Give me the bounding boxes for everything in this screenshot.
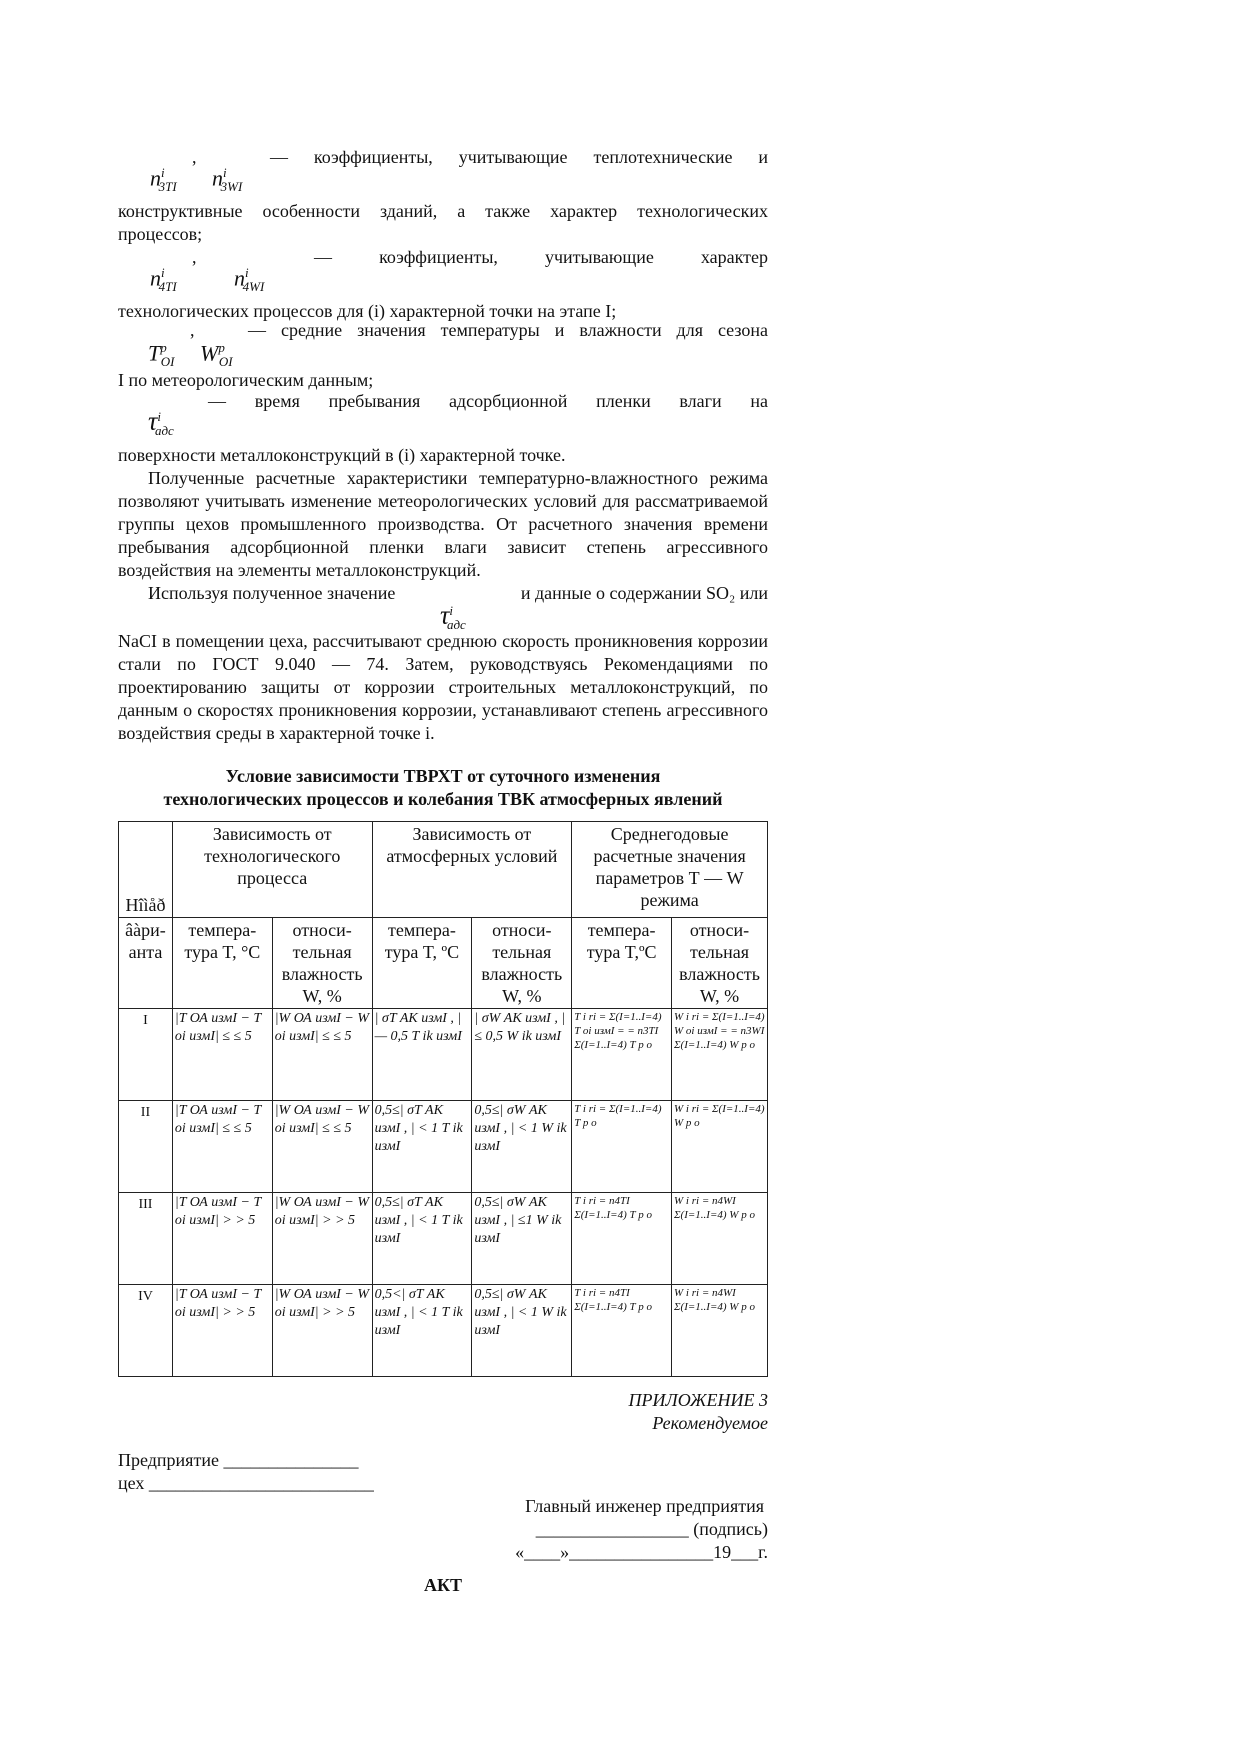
symbol-separator: , [192, 147, 197, 167]
formula-cell: |W ОА измI − W oi измI| ≤ ≤ 5 [272, 1101, 372, 1193]
appendix-title: ПРИЛОЖЕНИЕ 3 [628, 1390, 768, 1410]
paragraph-results: Полученные расчетные характеристики температурно-влажностного режима позволяют учитывать изменение метеорологических условий для рассматриваемой группы цехов промышленного производства. От расчетного значения времени пребывания адсорбционной пленки влаги зависит степень агрессивного воздействия на элементы металлоконструкций. [118, 468, 768, 580]
definition-text: — коэффициенты, учитывающие характер [314, 247, 768, 267]
formula-cell: |W ОА измI − W oi измI| > > 5 [272, 1193, 372, 1285]
symbol-n4wi: $n^i_{4WI}$ [234, 265, 265, 294]
paragraph-using-value [118, 582, 768, 630]
formula-cell: W i ri = Σ(I=1..I=4) W oi измI = = n3WI Σ(I=1..I=4) W p o [672, 1009, 768, 1101]
variant-number: II [119, 1101, 173, 1193]
symbol-woi: $W^p_{OI}$ [200, 340, 233, 369]
formula-cell: |W ОА измI − W oi измI| ≤ ≤ 5 [272, 1009, 372, 1101]
formula-cell: 0,5≤| σW АК измI , | ≤1 W ik измI [472, 1193, 572, 1285]
formula-cell: W i ri = n4WI Σ(I=1..I=4) W p o [672, 1285, 768, 1377]
formula-cell: | σW АК измI , | ≤ 0,5 W ik измI [472, 1009, 572, 1101]
formula-cell: W i ri = n4WI Σ(I=1..I=4) W p o [672, 1193, 768, 1285]
table-row [119, 1009, 768, 1101]
text-line: технологических процессов для (i) характерной точки на этапе I; [118, 301, 617, 321]
table-title-line: технологических процессов и колебания ТВК атмосферных явлений [163, 789, 723, 809]
formula-cell: 0,5<| σT АК измI , | < 1 T ik измI [372, 1285, 472, 1377]
formula-cell: 0,5≤| σW АК измI , | < 1 W ik измI [472, 1101, 572, 1193]
formula-cell: |T ОА измI − T oi измI| > > 5 [172, 1285, 272, 1377]
table-title-line: Условие зависимости ТВРХТ от суточного изменения [225, 766, 661, 786]
header-variant: âàри-анта [119, 918, 173, 1009]
definition-text: — коэффициенты, учитывающие теплотехнические и [270, 147, 768, 167]
appendix-subtitle: Рекомендуемое [652, 1413, 768, 1433]
date-field: «____»________________19___г. [515, 1542, 768, 1562]
header-number: Hîìåð [119, 822, 173, 918]
text-fragment: Используя полученное значение [148, 583, 396, 603]
header-annual-values: Среднегодовые расчетные значения параметров Т — W режима [572, 822, 768, 918]
formula-cell: T i ri = Σ(I=1..I=4) T oi измI = = n3TI Σ(I=1..I=4) T p o [572, 1009, 672, 1101]
definition-n3 [118, 147, 768, 200]
table-row [119, 1193, 768, 1285]
document-page [118, 147, 768, 1597]
variant-number: I [119, 1009, 173, 1101]
header-temperature: темпера-тура T, °C [172, 918, 272, 1009]
symbol-toi: $T^p_{OI}$ [148, 340, 175, 369]
shop-field: цех _________________________ [118, 1473, 374, 1493]
symbol-tau-ads: $\tau^i_{адс}$ [440, 600, 466, 632]
header-humidity: относи-тельная влажность W, % [272, 918, 372, 1009]
formula-cell: W i ri = Σ(I=1..I=4) W p o [672, 1101, 768, 1193]
symbol-n4ti: $n^i_{4TI}$ [150, 265, 177, 294]
definition-tau [118, 391, 768, 444]
text-line: процессов; [118, 224, 203, 244]
formula-cell: |T ОА измI − T oi измI| ≤ ≤ 5 [172, 1101, 272, 1193]
formula-cell: 0,5≤| σT АК измI , | < 1 T ik измI [372, 1101, 472, 1193]
conditions-table [118, 821, 768, 1377]
symbol-n3ti: $n^i_{3TI}$ [150, 165, 177, 194]
symbol-tau-ads: $\tau^i_{адс}$ [148, 406, 174, 438]
formula-cell: T i ri = Σ(I=1..I=4) T p o [572, 1101, 672, 1193]
symbol-n3wi: $n^i_{3WI}$ [212, 165, 243, 194]
paragraph-text: NaCI в помещении цеха, рассчитывают среднюю скорость проникновения коррозии стали по ГОСТ 9.040 — 74. Затем, руководствуясь Рекомендациями по проектированию защиты от коррозии строительных металлоконструкций, по данным о скоростях проникновения коррозии, устанавливают степень агрессивного воздействия среды в характерной точке i. [118, 631, 768, 743]
signature-field: _________________ (подпись) [535, 1519, 768, 1539]
table-row [119, 1285, 768, 1377]
definition-text: — средние значения температуры и влажности для сезона [248, 320, 768, 340]
text-line: конструктивные особенности зданий, а также характер технологических [118, 201, 768, 221]
formula-cell: |T ОА измI − T oi измI| > > 5 [172, 1193, 272, 1285]
enterprise-field: Предприятие _______________ [118, 1450, 359, 1470]
definition-n4 [118, 247, 768, 300]
text-line: I по метеорологическим данным; [118, 370, 374, 390]
formula-cell: | σT АК измI , |— 0,5 T ik измI [372, 1009, 472, 1101]
formula-cell: T i ri = n4TI Σ(I=1..I=4) T p o [572, 1193, 672, 1285]
symbol-separator: , [192, 247, 197, 267]
formula-cell: |W ОА измI − W oi измI| > > 5 [272, 1285, 372, 1377]
symbol-separator: , [190, 320, 195, 340]
formula-cell: 0,5≤| σT АК измI , | < 1 T ik измI [372, 1193, 472, 1285]
act-title: АКТ [423, 1575, 463, 1595]
formula-cell: T i ri = n4TI Σ(I=1..I=4) T p o [572, 1285, 672, 1377]
header-process-dependency: Зависимость от технологического процесса [172, 822, 372, 918]
header-humidity: относи-тельная влажность W, % [472, 918, 572, 1009]
chief-engineer: Главный инженер предприятия [525, 1496, 764, 1516]
table-row [119, 1101, 768, 1193]
text-fragment: и данные о содержании SO₂ или [520, 583, 768, 603]
variant-number: IV [119, 1285, 173, 1377]
formula-cell: |T ОА измI − T oi измI| ≤ ≤ 5 [172, 1009, 272, 1101]
definition-text: — время пребывания адсорбционной пленки влаги на [208, 391, 768, 411]
text-line: поверхности металлоконструкций в (i) характерной точке. [118, 445, 566, 465]
header-atmosphere-dependency: Зависимость от атмосферных условий [372, 822, 572, 918]
header-humidity: относи-тельная влажность W, % [672, 918, 768, 1009]
formula-cell: 0,5≤| σW АК измI , | < 1 W ik измI [472, 1285, 572, 1377]
variant-number: III [119, 1193, 173, 1285]
definition-tw [118, 320, 768, 369]
header-temperature: темпера-тура T,ºC [572, 918, 672, 1009]
table-title [118, 765, 768, 811]
header-temperature: темпера-тура T, ºC [372, 918, 472, 1009]
